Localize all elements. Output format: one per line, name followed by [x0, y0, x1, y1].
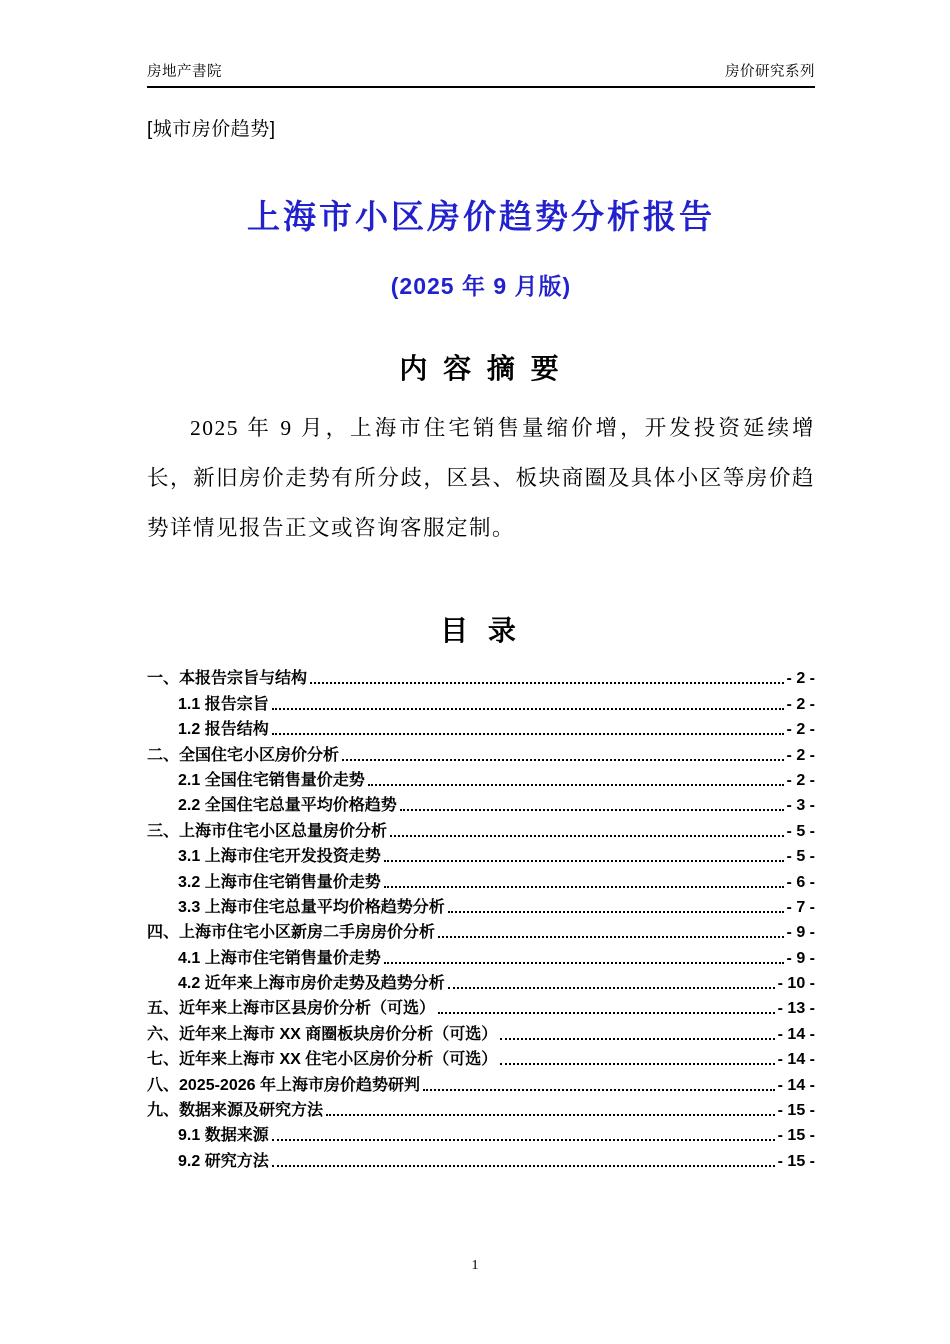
toc-item: [147, 790, 815, 815]
toc-item-label: 3.2 上海市住宅销售量价走势: [178, 873, 381, 891]
toc-item-label: 六、近年来上海市 XX 商圈板块房价分析（可选）: [147, 1025, 498, 1043]
toc-item-page: - 7 -: [786, 898, 815, 916]
toc-item: [147, 1145, 815, 1170]
toc-item-label: 3.1 上海市住宅开发投资走势: [178, 848, 381, 866]
toc-item: [147, 917, 815, 942]
doc-subtitle: (2025 年 9 月版): [390, 273, 572, 299]
toc-item-label: 九、数据来源及研究方法: [147, 1102, 324, 1120]
footer-page-number: 1: [471, 1258, 479, 1273]
toc-item-label: 2.1 全国住宅销售量价走势: [178, 771, 365, 789]
toc-item-label: 八、2025-2026 年上海市房价趋势研判: [147, 1076, 420, 1094]
toc-item: [147, 892, 815, 917]
toc-leader-dots: [326, 1114, 775, 1116]
toc-leader-dots: [500, 1063, 774, 1065]
toc-leader-dots: [423, 1089, 775, 1091]
toc-item: [147, 765, 815, 790]
toc-leader-dots: [448, 987, 775, 989]
toc-item-label: 1.2 报告结构: [178, 721, 269, 739]
toc-item: [147, 1044, 815, 1069]
toc-heading: 目 录: [440, 615, 522, 646]
toc-leader-dots: [272, 1139, 775, 1141]
toc-item: [147, 942, 815, 967]
toc-leader-dots: [438, 936, 784, 938]
toc-item-label: 1.1 报告宗旨: [178, 695, 269, 713]
toc-item-label: 4.2 近年来上海市房价走势及趋势分析: [178, 975, 445, 993]
toc-item-page: - 2 -: [786, 746, 815, 764]
toc-leader-dots: [390, 835, 784, 837]
series-bracket-label: [城市房价趋势]: [147, 119, 276, 140]
toc-leader-dots: [368, 784, 784, 786]
toc-item-page: - 2 -: [786, 721, 815, 739]
toc-item: [147, 663, 815, 688]
toc-item-label: 五、近年来上海市区县房价分析（可选）: [147, 1000, 436, 1018]
toc-item-page: - 9 -: [786, 949, 815, 967]
toc-item-page: - 14 -: [777, 1025, 815, 1043]
toc-item-page: - 2 -: [786, 695, 815, 713]
toc-item-label: 9.1 数据来源: [178, 1127, 269, 1145]
toc-leader-dots: [310, 682, 784, 684]
toc-item-page: - 15 -: [777, 1127, 815, 1145]
toc-item: [147, 688, 815, 713]
toc-item-label: 二、全国住宅小区房价分析: [147, 746, 340, 764]
toc-item-page: - 3 -: [786, 797, 815, 815]
toc-item: [147, 739, 815, 764]
toc-item-page: - 2 -: [786, 771, 815, 789]
toc-item: [147, 993, 815, 1018]
toc-item-page: - 9 -: [786, 924, 815, 942]
toc-leader-dots: [272, 1165, 775, 1167]
header-right-text: 房价研究系列: [725, 64, 815, 80]
toc-item-page: - 5 -: [786, 822, 815, 840]
toc-list: [147, 663, 815, 1171]
toc-item-label: 四、上海市住宅小区新房二手房房价分析: [147, 924, 436, 942]
toc-item-page: - 15 -: [777, 1102, 815, 1120]
toc-item: [147, 968, 815, 993]
toc-item-page: - 14 -: [777, 1076, 815, 1094]
toc-item-label: 一、本报告宗旨与结构: [147, 670, 308, 688]
toc-item-label: 9.2 研究方法: [178, 1152, 269, 1170]
toc-item: [147, 1120, 815, 1145]
toc-item: [147, 1095, 815, 1120]
toc-leader-dots: [438, 1012, 775, 1014]
toc-item: [147, 1069, 815, 1094]
toc-leader-dots: [384, 962, 784, 964]
toc-leader-dots: [272, 733, 784, 735]
toc-leader-dots: [400, 809, 784, 811]
toc-item-page: - 6 -: [786, 873, 815, 891]
toc-item-label: 4.1 上海市住宅销售量价走势: [178, 949, 381, 967]
toc-item: [147, 866, 815, 891]
doc-title: 上海市小区房价趋势分析报告: [247, 198, 715, 235]
toc-item-page: - 10 -: [777, 975, 815, 993]
page-header: [147, 60, 815, 88]
abstract-paragraph: 2025 年 9 月，上海市住宅销售量缩价增，开发投资延续增长，新旧房价走势有所分歧，区县、板块商圈及具体小区等房价趋势详情见报告正文或咨询客服定制。: [147, 416, 815, 540]
toc-item-page: - 13 -: [777, 1000, 815, 1018]
header-left-text: 房地产書院: [147, 64, 222, 80]
toc-item: [147, 1018, 815, 1043]
toc-leader-dots: [448, 911, 784, 913]
toc-item: [147, 714, 815, 739]
toc-item-page: - 5 -: [786, 848, 815, 866]
toc-item-label: 三、上海市住宅小区总量房价分析: [147, 822, 388, 840]
toc-leader-dots: [272, 708, 784, 710]
toc-leader-dots: [500, 1038, 774, 1040]
toc-leader-dots: [384, 886, 784, 888]
toc-item: [147, 815, 815, 840]
toc-leader-dots: [384, 860, 784, 862]
abstract-heading: 内 容 摘 要: [399, 353, 563, 384]
toc-item-label: 3.3 上海市住宅总量平均价格趋势分析: [178, 898, 445, 916]
toc-item-page: - 14 -: [777, 1051, 815, 1069]
toc-item-page: - 2 -: [786, 670, 815, 688]
toc-item-label: 七、近年来上海市 XX 住宅小区房价分析（可选）: [147, 1051, 498, 1069]
toc-item-label: 2.2 全国住宅总量平均价格趋势: [178, 797, 397, 815]
toc-item-page: - 15 -: [777, 1152, 815, 1170]
toc-leader-dots: [342, 759, 784, 761]
toc-item: [147, 841, 815, 866]
